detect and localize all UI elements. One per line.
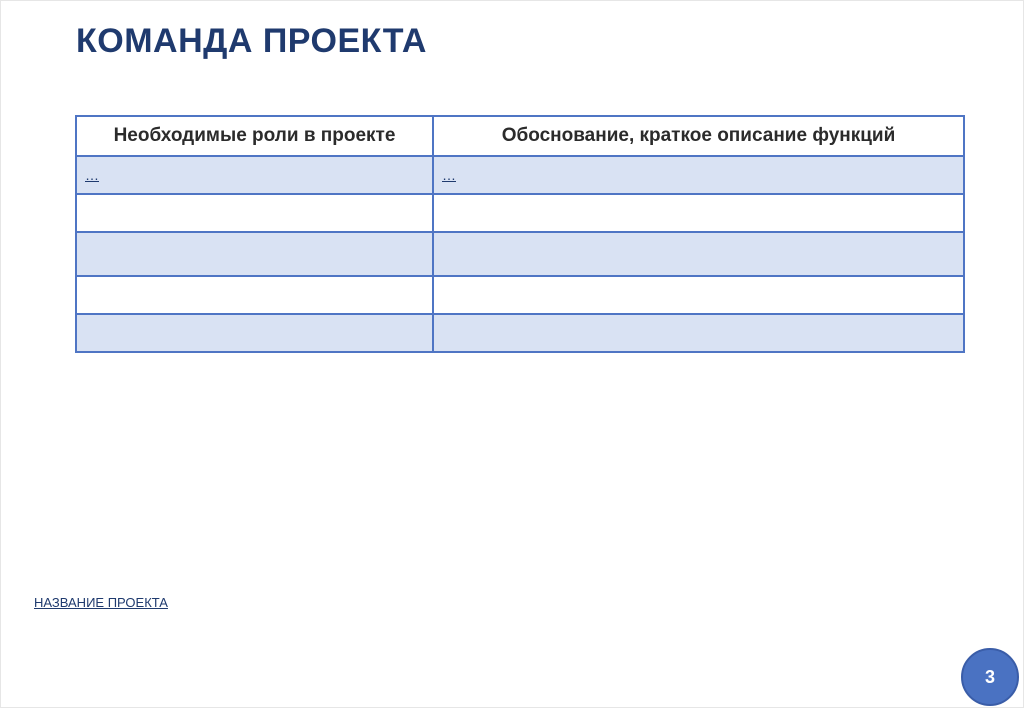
table-cell-description bbox=[433, 156, 964, 194]
table-row bbox=[76, 194, 964, 232]
table-row bbox=[76, 276, 964, 314]
header-justification: Обоснование, краткое описание функций bbox=[433, 116, 964, 156]
header-roles: Необходимые роли в проекте bbox=[76, 116, 433, 156]
table-cell-role[interactable] bbox=[76, 276, 433, 314]
table-cell-role[interactable] bbox=[76, 232, 433, 276]
page-number-badge: 3 bbox=[961, 648, 1019, 706]
role-placeholder-link[interactable]: … bbox=[85, 167, 99, 183]
project-name-link[interactable]: НАЗВАНИЕ ПРОЕКТА bbox=[34, 595, 168, 610]
table-cell-description[interactable] bbox=[433, 314, 964, 352]
table-cell-role bbox=[76, 156, 433, 194]
table-cell-description[interactable] bbox=[433, 276, 964, 314]
table-cell-description[interactable] bbox=[433, 194, 964, 232]
table-cell-description[interactable] bbox=[433, 232, 964, 276]
slide-title: КОМАНДА ПРОЕКТА bbox=[76, 22, 427, 60]
description-placeholder-link[interactable]: … bbox=[442, 167, 456, 183]
table-row bbox=[76, 314, 964, 352]
table-cell-role[interactable] bbox=[76, 194, 433, 232]
roles-table bbox=[75, 115, 965, 353]
table-row bbox=[76, 156, 964, 194]
table-header-row bbox=[76, 116, 964, 156]
table-cell-role[interactable] bbox=[76, 314, 433, 352]
table-row bbox=[76, 232, 964, 276]
